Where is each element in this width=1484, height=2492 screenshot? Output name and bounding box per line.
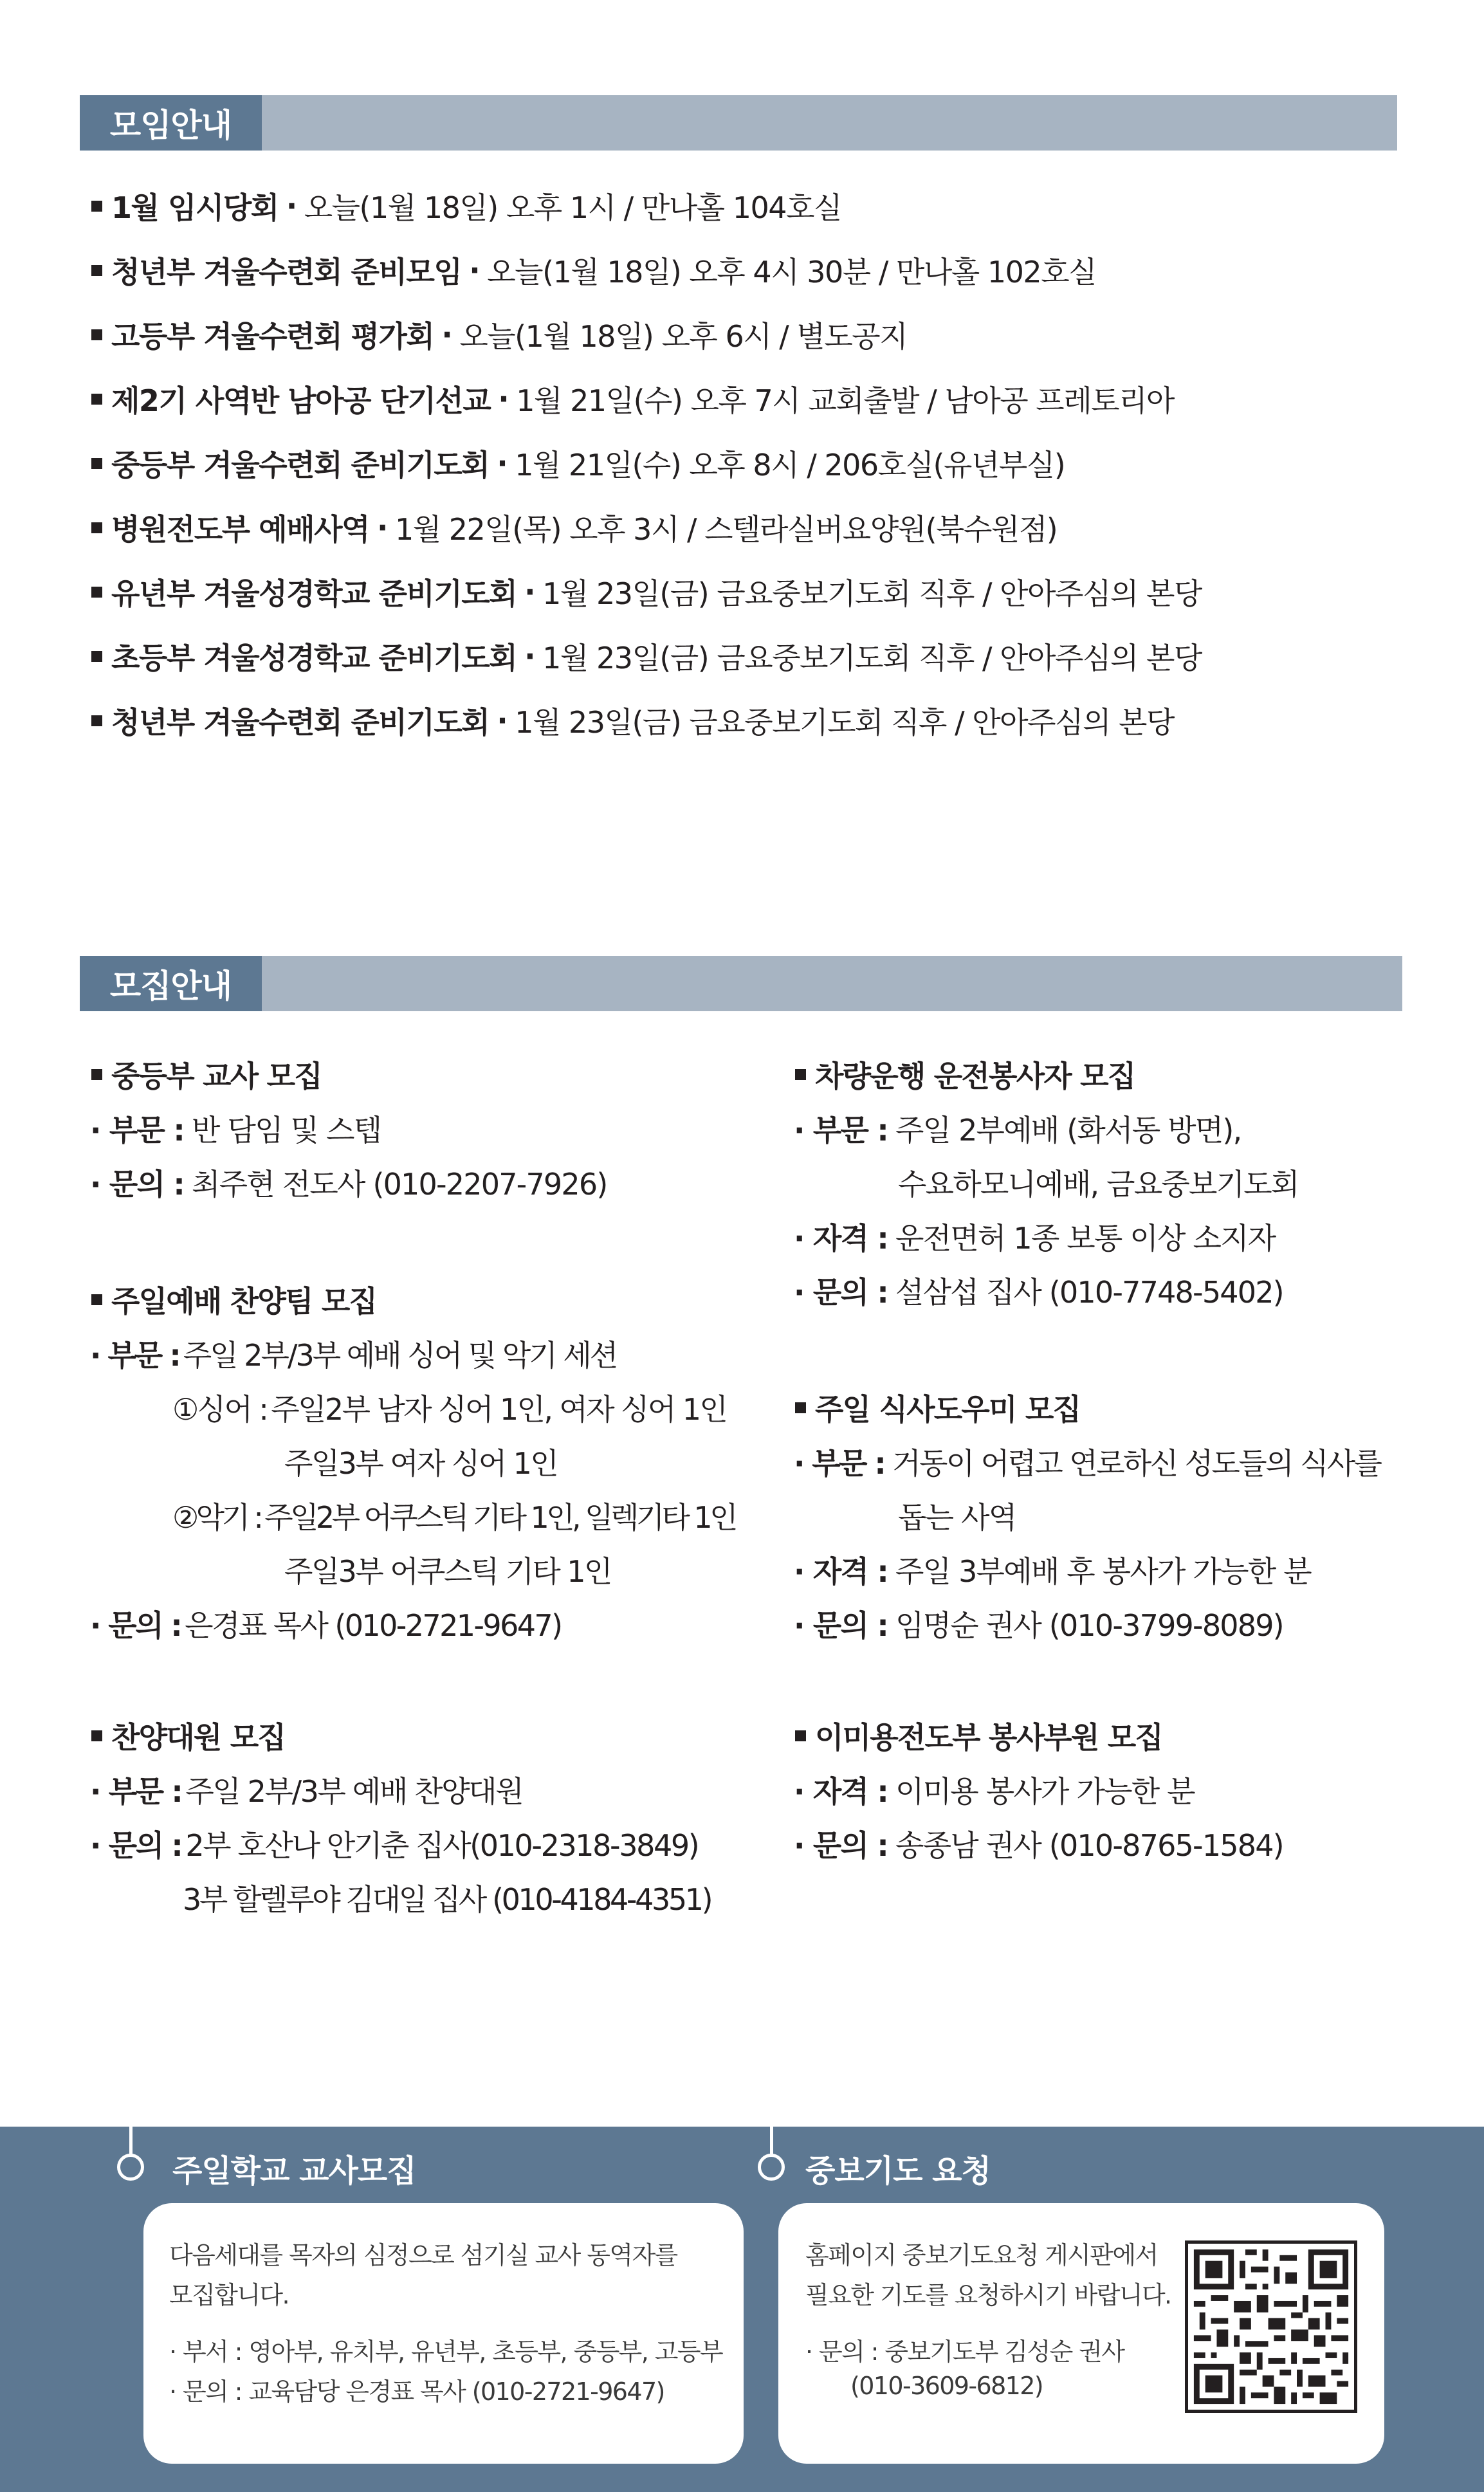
recruit-line: · 자격 : 주일 3부예배 후 봉사가 가능한 분 [794,1554,1311,1589]
recruit-line: 수요하모니예배, 금요중보기도회 [898,1167,1299,1202]
footer-left-card [143,2203,744,2464]
meeting-item: 유년부 겨울성경학교 준비기도회 · 1월 23일(금) 금요중보기도회 직후 / 안아주심의 본당 [91,560,1416,624]
footer-right-line3: · 문의 : 중보기도부 김성순 권사 [805,2338,1124,2366]
recruit-line: · 부문 : 주일 2부예배 (화서동 방면), [794,1113,1241,1148]
recruit-item-title: 이미용전도부 봉사부원 모집 [795,1709,1162,1763]
circle-marker-icon [758,2154,785,2181]
recruit-item-title: 주일 식사도우미 모집 [795,1380,1080,1434]
qr-code-icon[interactable] [1185,2240,1357,2413]
meeting-item-title: 병원전도부 예배사역 [111,512,369,547]
footer-right-line4: (010-3609-6812) [850,2372,1043,2400]
circle-marker-icon [117,2154,144,2181]
meeting-item: 청년부 겨울수련회 준비기도회 · 1월 23일(금) 금요중보기도회 직후 / 안아주심의 본당 [91,688,1416,753]
recruit-line: · 문의 : 은경표 목사 (010-2721-9647) [90,1608,562,1643]
meeting-item-title: 초등부 겨울성경학교 준비기도회 [111,641,517,675]
recruit-line: 돕는 사역 [898,1500,1016,1535]
recruit-right-column [795,0,1438,1930]
recruit-line: 주일3부 어쿠스틱 기타 1인 [284,1554,611,1589]
footer-panel [0,2127,1484,2492]
recruit-line: · 문의 : 2부 호산나 안기춘 집사(010-2318-3849) [90,1828,699,1863]
footer-left-title: 주일학교 교사모집 [172,2153,416,2189]
meeting-item-detail: 1월 21일(수) 오후 8시 / 206호실(유년부실) [515,448,1065,482]
meeting-item: 병원전도부 예배사역 · 1월 22일(목) 오후 3시 / 스텔라실버요양원(북수원점) [91,495,1416,560]
recruit-line: · 문의 : 설삼섭 집사 (010-7748-5402) [794,1275,1283,1310]
meeting-item-title: 유년부 겨울성경학교 준비기도회 [111,576,517,611]
recruit-line: · 자격 : 운전면허 1종 보통 이상 소지자 [794,1221,1276,1256]
meeting-item-title: 청년부 겨울수련회 준비기도회 [111,705,490,740]
footer-right-line2: 필요한 기도를 요청하시기 바랍니다. [805,2281,1171,2309]
recruit-item-title: 차량운행 운전봉사자 모집 [795,1047,1135,1101]
recruit-item-title: 중등부 교사 모집 [91,1047,322,1101]
meeting-item-title: 고등부 겨울수련회 평가회 [111,319,434,354]
meeting-item-detail: 1월 21일(수) 오후 7시 교회출발 / 남아공 프레토리아 [516,383,1174,418]
qr-code-graphic [1188,2244,1354,2410]
footer-left-line1: 다음세대를 목자의 심정으로 섬기실 교사 동역자를 [169,2241,677,2269]
recruit-line: · 자격 : 이미용 봉사가 가능한 분 [794,1774,1195,1809]
footer-left-line4: · 문의 : 교육담당 은경표 목사 (010-2721-9647) [169,2377,664,2406]
recruit-item-title: 찬양대원 모집 [91,1709,285,1763]
meeting-section-title: 모임안내 [80,95,262,151]
meeting-item-title: 중등부 겨울수련회 준비기도회 [111,448,490,482]
recruit-line: · 부문 : 반 담임 및 스텝 [90,1113,381,1148]
recruit-item-title: 주일예배 찬양팀 모집 [91,1272,376,1326]
recruit-line: · 문의 : 최주현 전도사 (010-2207-7926) [90,1167,607,1202]
meeting-item: 고등부 겨울수련회 평가회 · 오늘(1월 18일) 오후 6시 / 별도공지 [91,302,1416,367]
recruit-left-column [91,0,735,1930]
recruit-line: · 부문 : 거동이 어렵고 연로하신 성도들의 식사를 [794,1446,1381,1481]
meeting-item-detail: 오늘(1월 18일) 오후 4시 30분 / 만나홀 102호실 [487,255,1097,289]
footer-right-card [778,2203,1384,2464]
meeting-item: 1월 임시당회 · 오늘(1월 18일) 오후 1시 / 만나홀 104호실 [91,174,1416,238]
meeting-item-detail: 1월 22일(목) 오후 3시 / 스텔라실버요양원(북수원점) [394,512,1058,547]
recruit-line: ②악기 : 주일2부 어쿠스틱 기타 1인, 일렉기타 1인 [172,1500,735,1535]
footer-left-line2: 모집합니다. [169,2281,289,2309]
recruit-section-title: 모집안내 [80,956,262,1011]
meeting-item-detail: 1월 23일(금) 금요중보기도회 직후 / 안아주심의 본당 [542,641,1202,675]
meeting-item-detail: 1월 23일(금) 금요중보기도회 직후 / 안아주심의 본당 [515,705,1174,740]
recruit-line: · 부문 : 주일 2부/3부 예배 찬양대원 [90,1774,523,1809]
recruit-line: · 문의 : 임명순 권사 (010-3799-8089) [794,1608,1283,1643]
footer-right-title: 중보기도 요청 [805,2153,991,2189]
meeting-item-detail: 1월 23일(금) 금요중보기도회 직후 / 안아주심의 본당 [542,576,1202,611]
meeting-item: 초등부 겨울성경학교 준비기도회 · 1월 23일(금) 금요중보기도회 직후 / 안아주심의 본당 [91,624,1416,688]
recruit-line: · 부문 : 주일 2부/3부 예배 싱어 및 악기 세션 [90,1338,617,1373]
footer-left-line3: · 부서 : 영아부, 유치부, 유년부, 초등부, 중등부, 고등부 [169,2338,723,2366]
meeting-item-detail: 오늘(1월 18일) 오후 1시 / 만나홀 104호실 [304,190,841,225]
meeting-item-detail: 오늘(1월 18일) 오후 6시 / 별도공지 [459,319,908,354]
recruit-line: ①싱어 : 주일2부 남자 싱어 1인, 여자 싱어 1인 [172,1392,727,1427]
meeting-item-title: 제2기 사역반 남아공 단기선교 [111,383,491,418]
meeting-item-title: 청년부 겨울수련회 준비모임 [111,255,462,289]
recruit-line: 3부 할렐루야 김대일 집사 (010-4184-4351) [183,1882,711,1917]
meeting-item: 중등부 겨울수련회 준비기도회 · 1월 21일(수) 오후 8시 / 206호실(유년부실) [91,431,1416,495]
recruit-line: · 문의 : 송종남 권사 (010-8765-1584) [794,1828,1283,1863]
footer-left-line [129,2127,133,2158]
meeting-item: 청년부 겨울수련회 준비모임 · 오늘(1월 18일) 오후 4시 30분 / 만나홀 102호실 [91,238,1416,302]
footer-right-line1: 홈페이지 중보기도요청 게시판에서 [805,2241,1158,2269]
meeting-item-title: 1월 임시당회 [111,190,279,225]
recruit-line: 주일3부 여자 싱어 1인 [284,1446,558,1481]
meeting-item: 제2기 사역반 남아공 단기선교 · 1월 21일(수) 오후 7시 교회출발 / 남아공 프레토리아 [91,367,1416,431]
footer-right-line [770,2127,773,2158]
